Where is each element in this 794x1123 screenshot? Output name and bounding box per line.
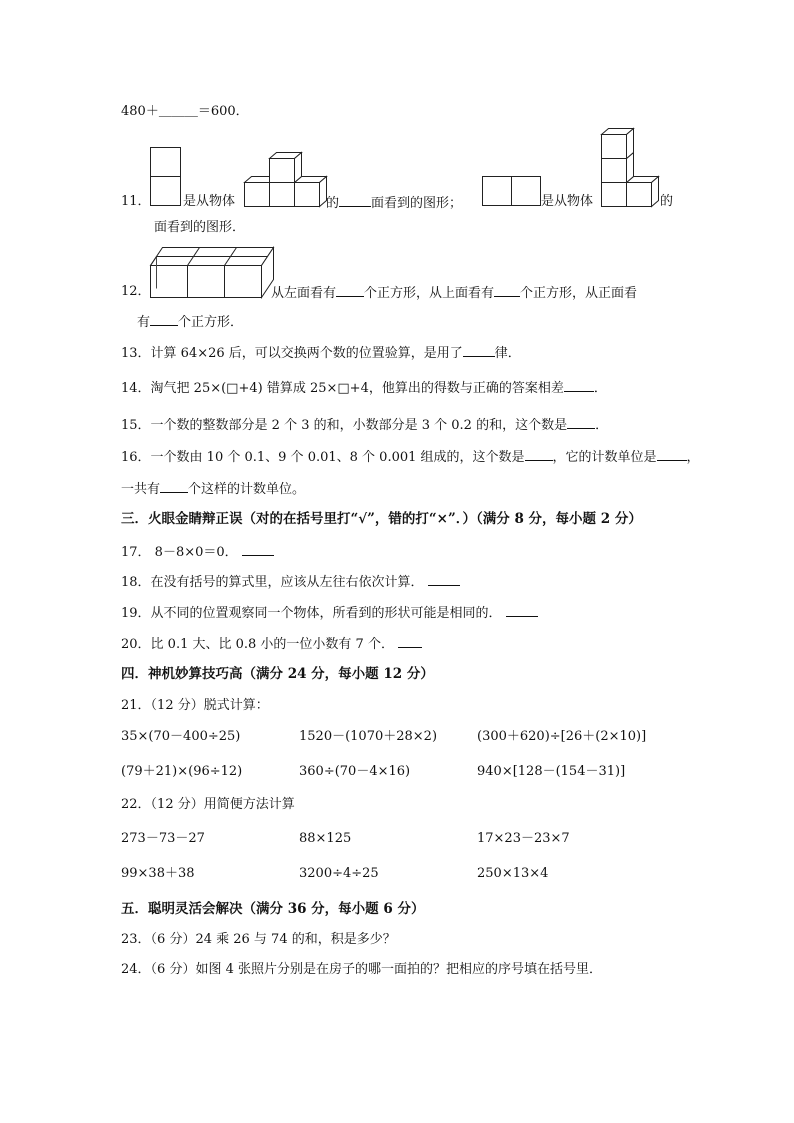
- q22-expr: 250×13×4: [477, 866, 549, 881]
- q14-text: 14．淘气把 25×(□+4) 错算成 25×□+4，他算出的得数与正确的答案相差: [121, 381, 564, 396]
- q20-text: 20．比 0.1 大、比 0.8 小的一位小数有 7 个．: [121, 637, 394, 652]
- q13-text: 13．计算 64×26 后，可以交换两个数的位置验算，是用了: [121, 346, 463, 361]
- q16-text: 16．一个数由 10 个 0.1、9 个 0.01、8 个 0.001 组成的，这个数是: [121, 450, 525, 465]
- q16-blank-1[interactable]: [525, 448, 553, 461]
- q14: [121, 379, 607, 397]
- q13-blank[interactable]: [463, 344, 495, 357]
- q11-number: 11．: [121, 194, 151, 209]
- q18-text: 18．在没有括号的算式里，应该从左往右依次计算．: [121, 575, 424, 590]
- q12-cuboid-figure: [150, 247, 274, 299]
- q16-text-3: ，: [686, 450, 700, 465]
- q22-expr: 3200÷4÷25: [299, 866, 379, 881]
- q23-text: 23．（6 分）24 乘 26 与 74 的和，积是多少？: [121, 932, 396, 947]
- q22-expr: 273－73－27: [121, 831, 205, 846]
- q16-line2-a: 一共有: [121, 482, 161, 497]
- q14-blank[interactable]: [564, 379, 594, 392]
- q22-title: 22．（12 分）用简便方法计算: [121, 797, 295, 812]
- q21-expr: 1520－(1070＋28×2): [299, 729, 438, 744]
- q12-text-2: 个正方形，从上面看有: [364, 286, 495, 301]
- q14-end: ．: [593, 381, 607, 396]
- q12-line-2: [137, 313, 243, 331]
- q20-answer-blank[interactable]: [398, 635, 422, 648]
- q16-line2-b: 个这样的计数单位。: [188, 482, 306, 497]
- q11-text-4: 是从物体: [541, 194, 594, 209]
- q21-expr: 360÷(70－4×16): [299, 764, 411, 779]
- q15: [121, 416, 608, 434]
- q21-expr: (79＋21)×(96÷12): [121, 764, 243, 779]
- q11-text-5: 的: [660, 194, 674, 209]
- q17-answer-blank[interactable]: [242, 543, 274, 556]
- q12-text-3: 个正方形，从正面看: [520, 286, 638, 301]
- q12-blank-1[interactable]: [336, 284, 364, 297]
- q11-line2-text: 面看到的图形．: [154, 220, 246, 235]
- q15-blank[interactable]: [567, 416, 595, 429]
- q15-end: ．: [595, 418, 609, 433]
- section-3-title: 三．火眼金睛辩正误（对的在括号里打“√”，错的打“×”．）（满分 8 分，每小题 2 分）: [121, 511, 642, 527]
- q21-title: 21．（12 分）脱式计算：: [121, 698, 269, 713]
- q21-expr: 940×[128－(154－31)]: [477, 764, 626, 779]
- q16: [121, 448, 700, 466]
- q15-text: 15．一个数的整数部分是 2 个 3 的和，小数部分是 3 个 0.2 的和，这个数是: [121, 418, 568, 433]
- q12-blank-3[interactable]: [150, 313, 178, 326]
- q11-text-2: 的: [326, 196, 340, 211]
- q11-side-view-figure: [482, 176, 542, 207]
- q16-blank-3[interactable]: [160, 480, 188, 493]
- q12-number: 12．: [121, 284, 151, 299]
- q19-answer-blank[interactable]: [506, 604, 538, 617]
- q12-line2-a: 有: [137, 315, 151, 330]
- q12-line2-b: 个正方形．: [178, 315, 244, 330]
- q20: [121, 635, 422, 653]
- q22-expr: 99×38＋38: [121, 866, 195, 881]
- q17: [121, 543, 274, 561]
- q12-line-1: [271, 284, 637, 302]
- q19-text: 19．从不同的位置观察同一个物体，所看到的形状可能是相同的．: [121, 606, 502, 621]
- q22-expr: 88×125: [299, 831, 352, 846]
- q18: [121, 573, 460, 591]
- q12-text-1: 从左面看有: [271, 286, 337, 301]
- q12-blank-2[interactable]: [494, 284, 520, 297]
- q11-blank-1[interactable]: [339, 194, 371, 207]
- q11-segment: [326, 194, 462, 212]
- q13-end: 律．: [494, 346, 521, 361]
- q11-text-3: 面看到的图形；: [371, 196, 463, 211]
- q16-text-2: ，它的计数单位是: [552, 450, 657, 465]
- q16-line-2: [121, 480, 305, 498]
- q11-line-2: [154, 218, 245, 236]
- q19: [121, 604, 538, 622]
- section-4-title: 四．神机妙算技巧高（满分 24 分，每小题 12 分）: [121, 666, 434, 682]
- q18-answer-blank[interactable]: [428, 573, 460, 586]
- q17-text: 17． 8－8×0＝0．: [121, 545, 238, 560]
- q24-text: 24．（6 分）如图 4 张照片分别是在房子的哪一面拍的？把相应的序号填在括号里．: [121, 962, 602, 977]
- q21-expr: 35×(70－400÷25): [121, 729, 241, 744]
- q13: [121, 344, 521, 362]
- q11-cube-stack-figure-1: [244, 152, 328, 207]
- q11-text-1: 是从物体: [183, 194, 236, 209]
- q21-expr: (300＋620)÷[26＋(2×10)]: [477, 729, 647, 744]
- q11-front-view-figure: [150, 147, 182, 207]
- q22-expr: 17×23－23×7: [477, 831, 570, 846]
- q11-cube-stack-figure-2: [601, 128, 661, 208]
- q10-tail: 480＋＿＿＿＝600．: [121, 104, 249, 119]
- q16-blank-2[interactable]: [657, 448, 687, 461]
- section-5-title: 五．聪明灵活会解决（满分 36 分，每小题 6 分）: [121, 901, 425, 917]
